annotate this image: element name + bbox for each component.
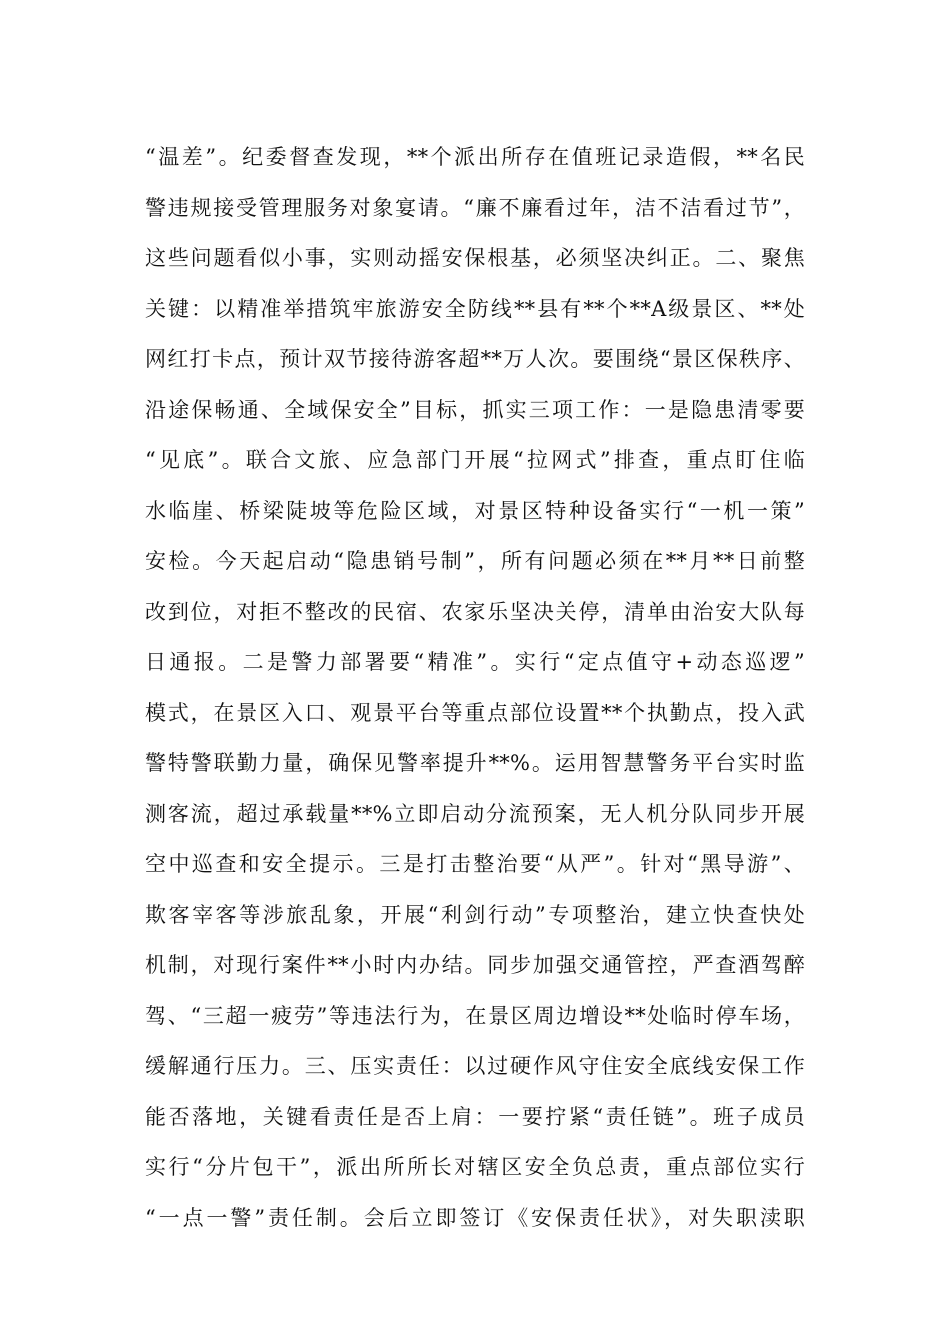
text-line-16: 欺客宰客等涉旅乱象，开展“利剑行动”专项整治，建立快查快处 bbox=[145, 902, 805, 927]
text-line-2: 警违规接受管理服务对象宴请。“廉不廉看过年，洁不洁看过节”， bbox=[145, 195, 805, 220]
text-line-4: 关键：以精准举措筑牢旅游安全防线**县有**个**A级景区、**处 bbox=[145, 296, 805, 321]
text-line-14: 测客流，超过承载量**%立即启动分流预案，无人机分队同步开展 bbox=[145, 801, 805, 826]
text-line-3: 这些问题看似小事，实则动摇安保根基，必须坚决纠正。二、聚焦 bbox=[145, 246, 805, 270]
text-line-19: 缓解通行压力。三、压实责任：以过硬作风守住安全底线安保工作 bbox=[145, 1054, 805, 1078]
text-line-10: 改到位，对拒不整改的民宿、农家乐坚决关停，清单由治安大队每 bbox=[145, 599, 805, 624]
text-line-7: “见底”。联合文旅、应急部门开展“拉网式”排查，重点盯住临 bbox=[145, 448, 805, 472]
text-line-1: “温差”。纪委督查发现，**个派出所存在值班记录造假，**名民 bbox=[145, 145, 805, 169]
text-line-9: 安检。今天起启动“隐患销号制”，所有问题必须在**月**日前整 bbox=[145, 549, 805, 573]
text-line-5: 网红打卡点，预计双节接待游客超**万人次。要围绕“景区保秩序、 bbox=[145, 347, 805, 371]
text-line-13: 警特警联勤力量，确保见警率提升**%。运用智慧警务平台实时监 bbox=[145, 751, 805, 775]
body-text bbox=[145, 132, 805, 1243]
text-line-15: 空中巡查和安全提示。三是打击整治要“从严”。针对“黑导游”、 bbox=[145, 852, 805, 876]
text-line-11: 日通报。二是警力部署要“精准”。实行“定点值守+动态巡逻” bbox=[145, 650, 805, 674]
text-line-18: 驾、“三超一疲劳”等违法行为，在景区周边增设**处临时停车场， bbox=[145, 1003, 805, 1028]
text-line-6: 沿途保畅通、全域保安全”目标，抓实三项工作：一是隐患清零要 bbox=[145, 397, 805, 422]
text-line-22: “一点一警”责任制。会后立即签订《安保责任状》，对失职渎职 bbox=[145, 1205, 805, 1230]
text-line-8: 水临崖、桥梁陡坡等危险区域，对景区特种设备实行“一机一策” bbox=[145, 498, 805, 523]
text-line-20: 能否落地，关键看责任是否上肩：一要拧紧“责任链”。班子成员 bbox=[145, 1104, 805, 1129]
text-line-17: 机制，对现行案件**小时内办结。同步加强交通管控，严查酒驾醉 bbox=[145, 953, 805, 977]
text-line-12: 模式，在景区入口、观景平台等重点部位设置**个执勤点，投入武 bbox=[145, 700, 805, 725]
text-line-21: 实行“分片包干”，派出所所长对辖区安全负总责，重点部位实行 bbox=[145, 1155, 805, 1179]
